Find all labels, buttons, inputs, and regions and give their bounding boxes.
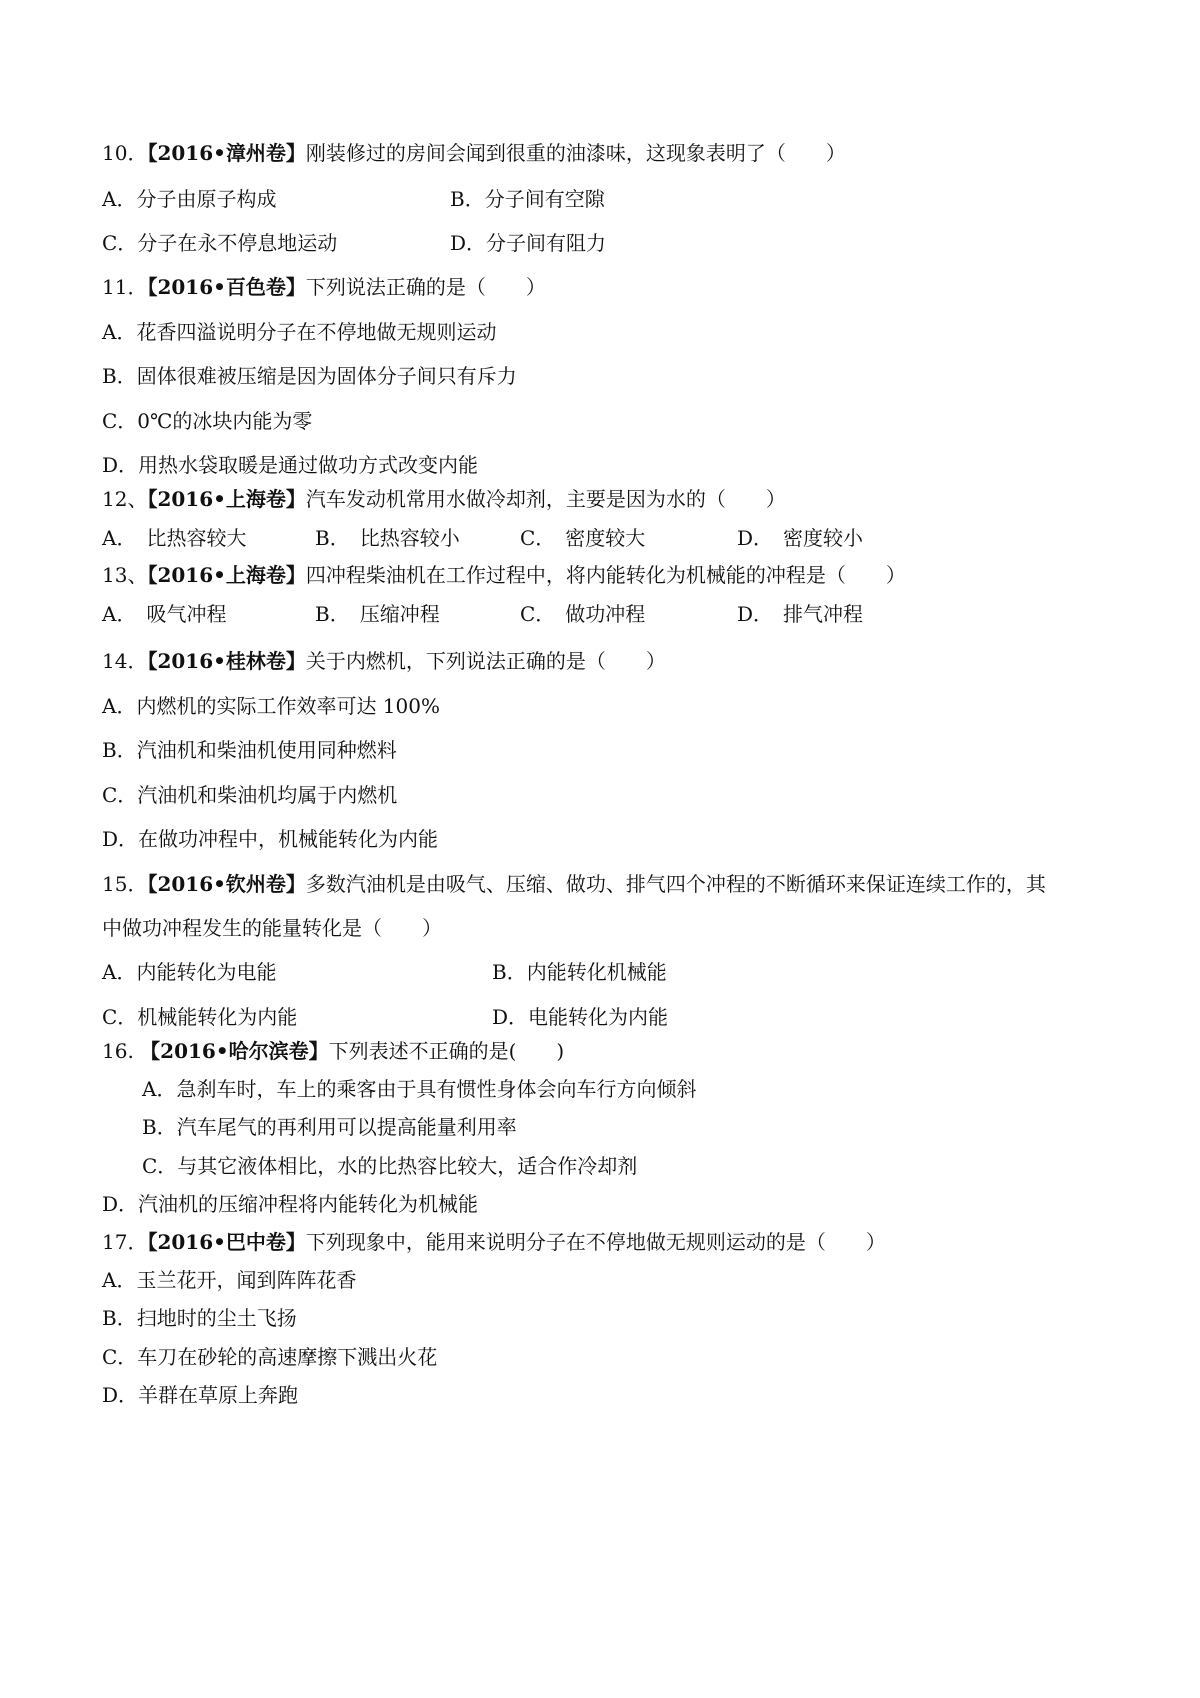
question-source: 【2016•百色卷】 [147,275,306,299]
question-text: 多数汽油机是由吸气、压缩、做功、排气四个冲程的不断循环来保证连续工作的，其 [305,872,1046,896]
question-10-stem [102,139,846,167]
question-number: 17． [102,1230,148,1254]
question-number: 11． [102,275,148,299]
question-source: 【2016•漳州卷】 [147,141,306,165]
option-c: C． 做功冲程 [520,602,646,626]
option-b: B． 比热容较小 [315,526,460,550]
option-a: A．花香四溢说明分子在不停地做无规则运动 [102,320,497,344]
question-12-stem [102,485,786,513]
option-a: A．分子由原子构成 [102,187,277,211]
question-number: 13、 [102,563,148,587]
question-number: 10． [102,141,148,165]
option-d: D．在做功冲程中，机械能转化为内能 [102,827,439,851]
option-d: D．羊群在草原上奔跑 [102,1383,299,1407]
option-c: C．与其它液体相比，水的比热容比较大，适合作冷却剂 [142,1154,638,1178]
question-15-stem [102,870,1046,898]
question-11-stem [102,273,546,301]
question-text: 关于内燃机，下列说法正确的是（ ） [305,649,666,673]
option-c: C．0℃的冰块内能为零 [102,409,313,433]
question-15-stem-continued: 中做功冲程发生的能量转化是（ ） [102,916,442,940]
question-14-stem [102,647,666,675]
option-c: C．车刀在砂轮的高速摩擦下溅出火花 [102,1345,438,1369]
question-number: 16. [102,1039,141,1063]
question-number: 12、 [102,487,148,511]
option-a: A．内能转化为电能 [102,960,277,984]
option-b: B．固体很难被压缩是因为固体分子间只有斥力 [102,364,517,388]
question-text: 四冲程柴油机在工作过程中，将内能转化为机械能的冲程是（ ） [305,563,906,587]
question-text: 刚装修过的房间会闻到很重的油漆味，这现象表明了（ ） [305,141,846,165]
option-d: D．用热水袋取暖是通过做功方式改变内能 [102,453,479,477]
question-text: 下列说法正确的是（ ） [305,275,546,299]
option-d: D． 排气冲程 [737,602,864,626]
option-c: C． 密度较大 [520,526,646,550]
question-number: 15． [102,872,148,896]
question-17-stem [102,1228,886,1256]
option-d: D．汽油机的压缩冲程将内能转化为机械能 [102,1192,479,1216]
question-source: 【2016•上海卷】 [147,487,306,511]
option-a: A．内燃机的实际工作效率可达 100% [102,694,440,718]
option-d: D．分子间有阻力 [450,231,607,255]
option-a: A．玉兰花开，闻到阵阵花香 [102,1268,357,1292]
question-source: 【2016•巴中卷】 [147,1230,306,1254]
question-16-stem [102,1037,564,1065]
question-text: 下列现象中，能用来说明分子在不停地做无规则运动的是（ ） [305,1230,886,1254]
option-c: C．机械能转化为内能 [102,1005,298,1029]
question-text: 下列表述不正确的是( ) [328,1039,565,1063]
option-a: A． 比热容较大 [102,526,247,550]
option-b: B．汽油机和柴油机使用同种燃料 [102,738,397,762]
option-a: A． 吸气冲程 [102,602,227,626]
option-b: B．扫地时的尘土飞扬 [102,1306,297,1330]
option-c: C．分子在永不停息地运动 [102,231,338,255]
question-13-stem [102,561,906,589]
option-a: A．急刹车时，车上的乘客由于具有惯性身体会向车行方向倾斜 [142,1077,697,1101]
option-d: D．电能转化为内能 [492,1005,669,1029]
question-source: 【2016•上海卷】 [147,563,306,587]
option-b: B． 压缩冲程 [315,602,440,626]
question-number: 14． [102,649,148,673]
option-c: C．汽油机和柴油机均属于内燃机 [102,783,398,807]
option-b: B．汽车尾气的再利用可以提高能量利用率 [142,1115,517,1139]
option-b: B．内能转化机械能 [492,960,667,984]
option-d: D． 密度较小 [737,526,864,550]
option-b: B．分子间有空隙 [450,187,605,211]
question-text: 汽车发动机常用水做冷却剂，主要是因为水的（ ） [305,487,786,511]
question-source: 【2016•桂林卷】 [147,649,306,673]
question-source: 【2016•钦州卷】 [147,872,306,896]
question-source: 【2016•哈尔滨卷】 [140,1039,329,1063]
